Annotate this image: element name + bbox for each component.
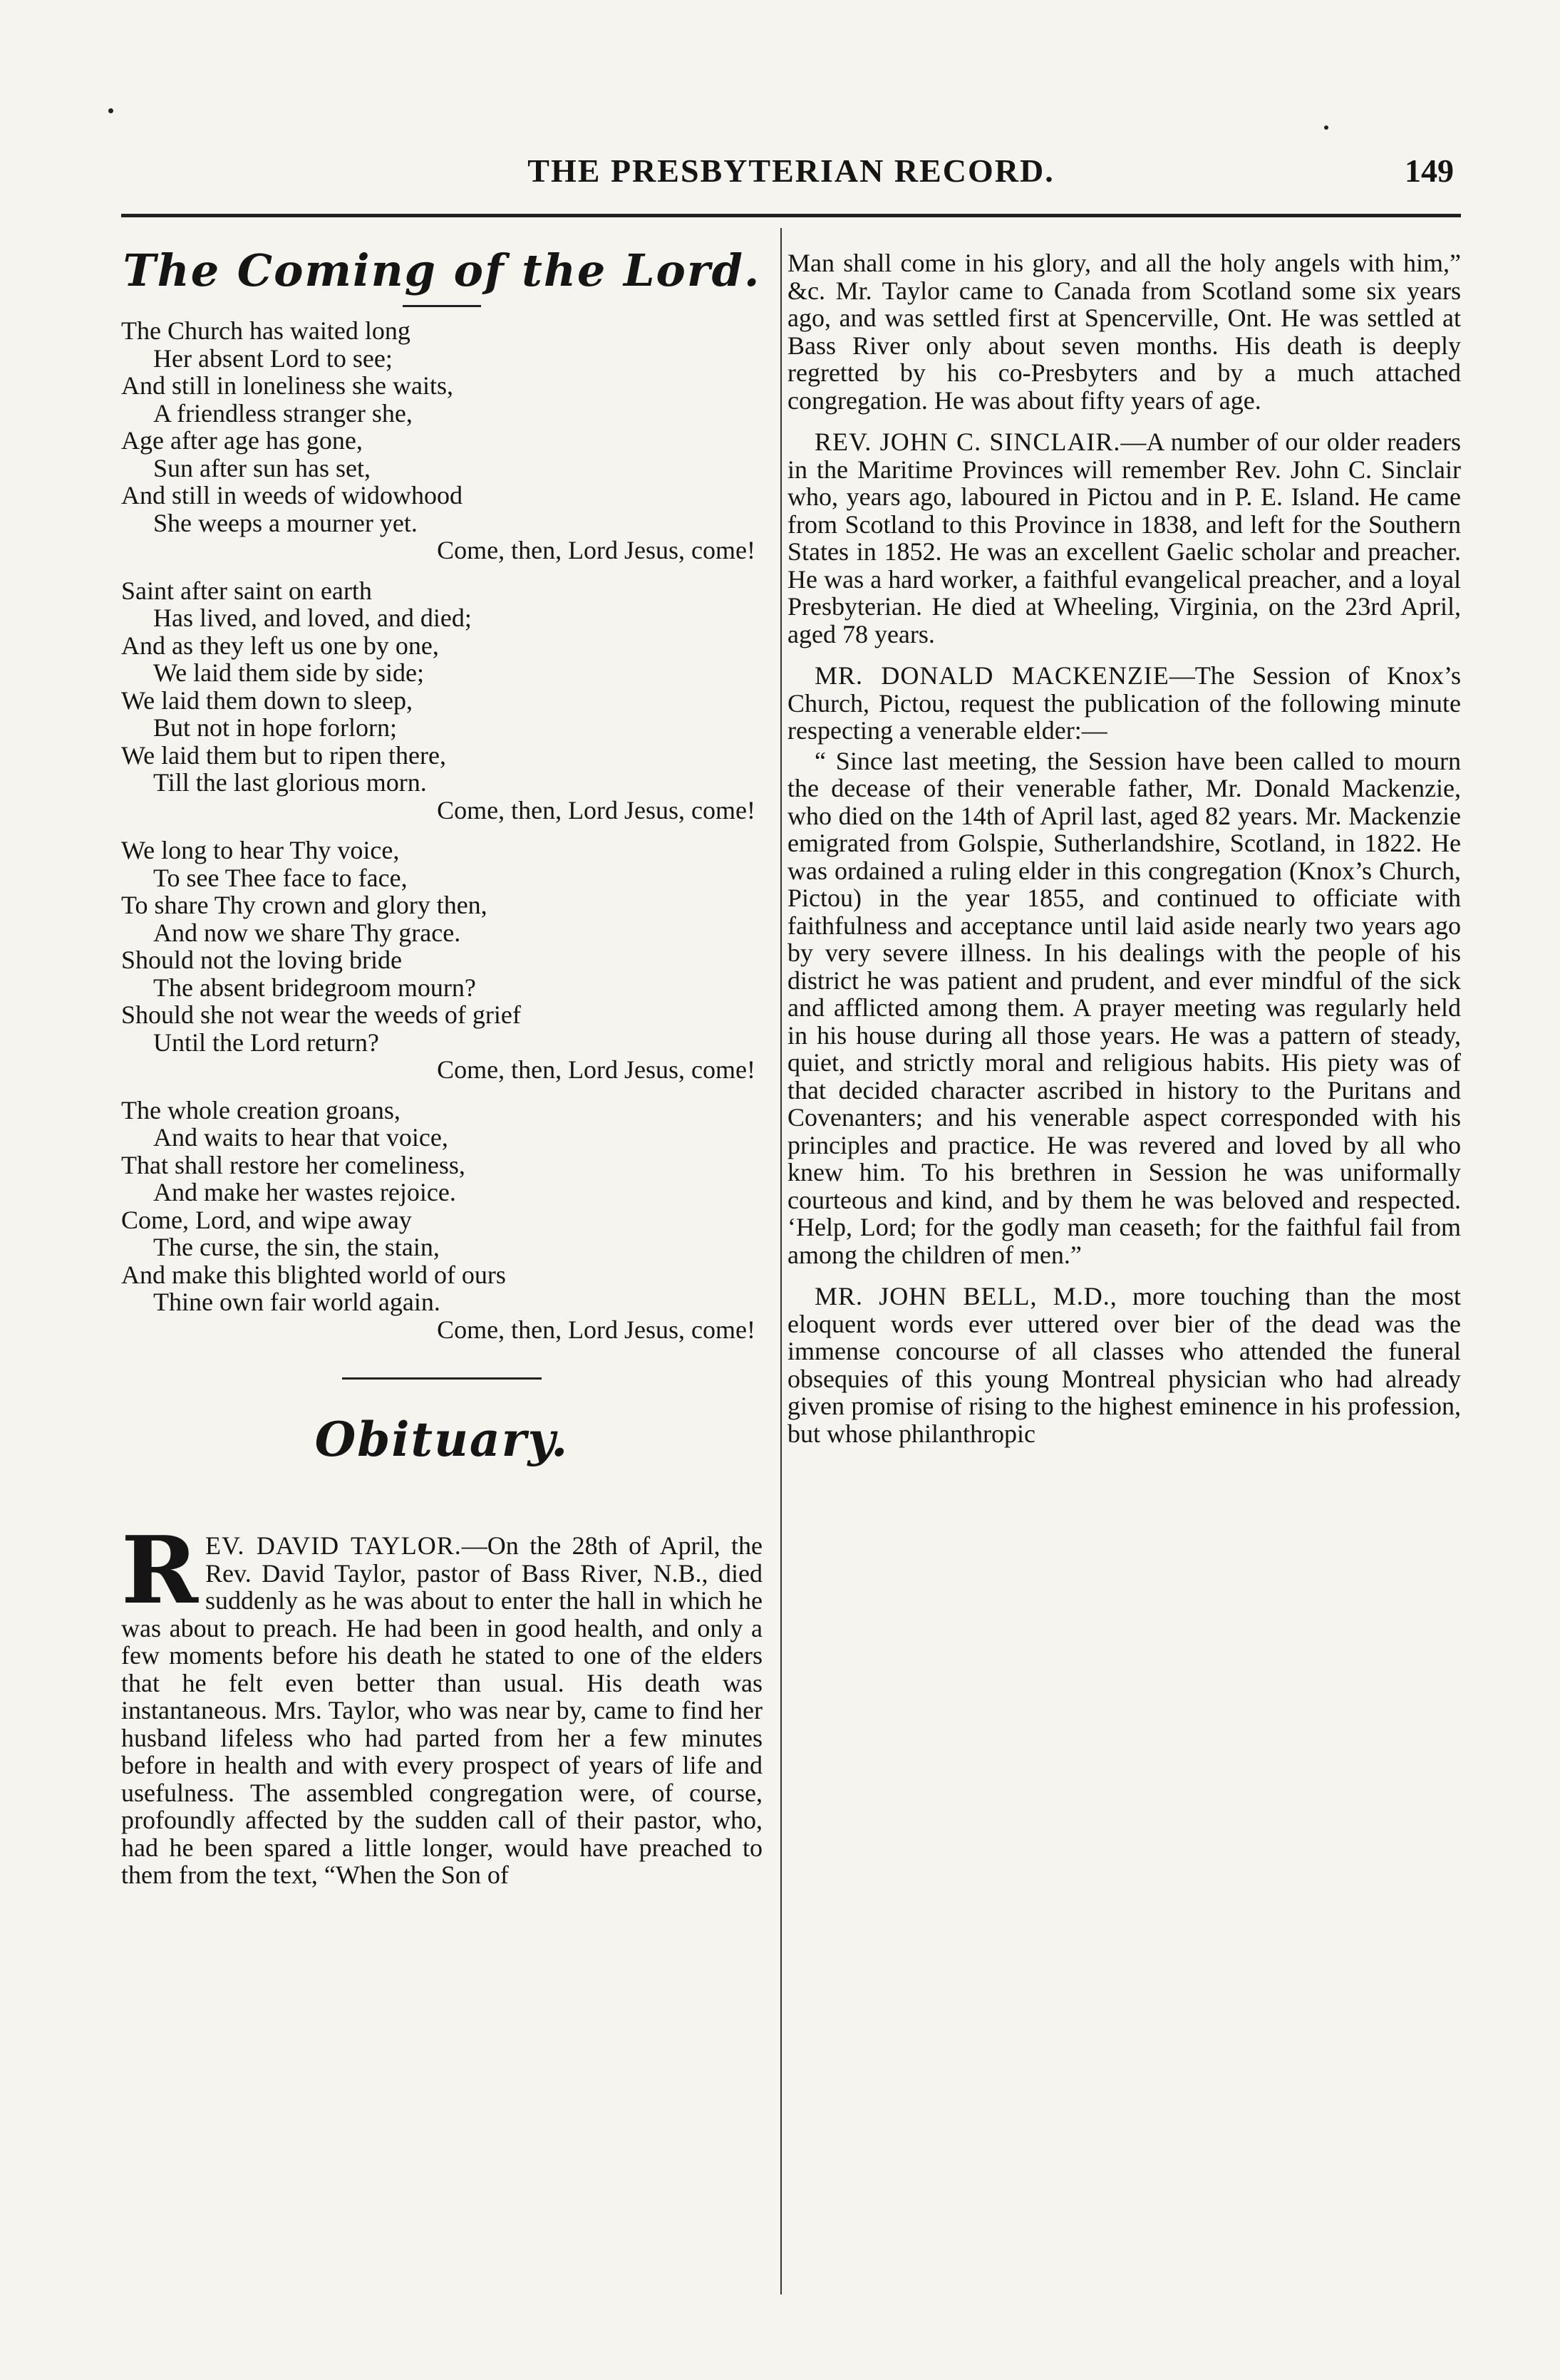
poem-line: She weeps a mourner yet. — [153, 508, 418, 537]
poem-line: Come, Lord, and wipe away — [121, 1205, 412, 1234]
obituary-sinclair — [787, 428, 1461, 648]
poem-line: Sun after sun has set, — [153, 453, 371, 482]
obituary-text: more touching than the most eloquent words ever uttered over bier of the dead was the immense concourse of all classes who attended the funeral obsequies of this young Montreal physician who had already given promise of rising to the highest eminence in his profession, but whose philanthropic — [787, 1282, 1462, 1448]
poem-line: And still in weeds of widowhood — [121, 481, 463, 509]
poem-line: We laid them but to ripen there, — [121, 740, 446, 770]
poem-line: The whole creation groans, — [121, 1095, 401, 1124]
obituary-name: REV. JOHN C. SINCLAIR. — [815, 428, 1121, 456]
poem-refrain: Come, then, Lord Jesus, come! — [437, 795, 755, 824]
poem-stanza — [121, 837, 763, 1084]
poem-line: Should she not wear the weeds of grief — [121, 1000, 521, 1029]
poem-stanza — [121, 577, 763, 824]
poem-line: And make her wastes rejoice. — [153, 1178, 456, 1206]
poem-refrain: Come, then, Lord Jesus, come! — [437, 1315, 755, 1344]
print-speck — [1324, 125, 1328, 130]
obituary-taylor — [121, 1516, 763, 1889]
poem-line: The curse, the sin, the stain, — [153, 1233, 440, 1261]
running-title: THE PRESBYTERIAN RECORD. — [527, 152, 1055, 189]
poem-line: The Church has waited long — [121, 316, 410, 345]
poem-line: Until the Lord return? — [153, 1028, 379, 1057]
poem-line: And waits to hear that voice, — [153, 1123, 448, 1152]
obituary-heading: Obituary. — [314, 1412, 569, 1467]
obituary-text: —On the 28th of April, the Rev. David Taylor, pastor of Bass River, N.B., died suddenly as he was about to enter the hall in which he was about to preach. He had been in good health, and only a few moments before his death he stated to one of the elders that he felt even better than usual. His death was instantaneous. Mrs. Taylor, who was near by, came to find her husband lifeless who had parted from her a few minutes before in health and with every prospect of years of life and usefulness. The assembled congregation were, of course, profoundly affected by the sudden call of their pastor, who, had he been spared a little longer, would have preached to them from the text, “When the Son of — [121, 1531, 763, 1889]
page-number: 149 — [1405, 152, 1454, 189]
poem — [121, 317, 763, 1343]
heading-rule — [403, 305, 481, 307]
poem-line: Age after age has gone, — [121, 426, 363, 455]
poem-refrain: Come, then, Lord Jesus, come! — [437, 1055, 755, 1084]
obituary-name: MR. DONALD MACKENZIE — [815, 661, 1169, 690]
poem-line: To see Thee face to face, — [153, 863, 408, 892]
poem-line: Saint after saint on earth — [121, 576, 372, 605]
obituary-name: MR. JOHN BELL, M.D., — [815, 1282, 1117, 1310]
obituary-mackenzie — [787, 662, 1461, 745]
obituary-text: —The Session of Knox’s Church, Pictou, request the publication of the following minute respecting a venerable elder:— — [787, 661, 1461, 745]
poem-line: A friendless stranger she, — [153, 398, 413, 428]
poem-line: We laid them down to sleep, — [121, 685, 413, 715]
obituary-bell — [787, 1283, 1461, 1447]
obituary-name: EV. DAVID TAYLOR. — [205, 1531, 462, 1560]
drop-cap: R — [121, 1516, 199, 1625]
poem-line: And as they left us one by one, — [121, 631, 439, 660]
print-speck — [108, 108, 113, 113]
poem-line: Till the last glorious morn. — [153, 768, 427, 797]
poem-line: We long to hear Thy voice, — [121, 836, 400, 864]
session-minute: “ Since last meeting, the Session have been called to mourn the decease of their venerable father, Mr. Donald Mackenzie, who died on the 14th of April last, aged 82 years. Mr. Mackenzie emigrated from Golspie, Sutherlandshire, Scotland, in 1822. He was ordained a ruling elder in this congregation (Knox’s Church, Pictou) in the year 1855, and continued to officiate with faithfulness and acceptance until laid aside nearly two years ago by very severe illness. In his dealings with the people of his district he was patient and prudent, and ever mindful of the sick and afflicted among them. A prayer meeting was regularly held in his house during all those years. He was a pattern of steady, quiet, and strictly moral and religious habits. His piety was of that decided character ascribed in history to the Puritans and Covenanters; and his venerable aspect corresponded with his principles and practice. He was revered and loved by all who knew him. To his brethren in Session he was uniformally courteous and kind, and by them he was beloved and respected. ‘Help, Lord; for the godly man ceaseth; for the faithful fail from among the children of men.” — [787, 746, 1461, 1269]
poem-line: Thine own fair world again. — [153, 1288, 440, 1316]
right-column — [787, 249, 1461, 2302]
poem-line: Her absent Lord to see; — [153, 343, 393, 373]
column-divider — [780, 228, 782, 2294]
poem-line: Should not the loving bride — [121, 946, 402, 974]
section-divider — [342, 1377, 542, 1380]
page-header — [121, 150, 1461, 200]
poem-line: And still in loneliness she waits, — [121, 371, 453, 400]
poem-line: We laid them side by side; — [153, 658, 425, 687]
header-rule — [121, 214, 1461, 217]
poem-line: Has lived, and loved, and died; — [153, 604, 472, 632]
poem-stanza — [121, 1097, 763, 1344]
poem-heading: The Coming of the Lord. — [123, 244, 761, 296]
poem-line: And make this blighted world of ours — [121, 1260, 506, 1289]
poem-stanza — [121, 317, 763, 564]
poem-refrain: Come, then, Lord Jesus, come! — [437, 536, 755, 564]
poem-line: And now we share Thy grace. — [153, 918, 461, 947]
obituary-text: —A number of our older readers in the Maritime Provinces will remember Rev. John C. Sinclair who, years ago, laboured in Pictou and in P. E. Island. He came from Scotland to this Province in 1838, and left for the Southern States in 1852. He was an excellent Gaelic scholar and preacher. He was a hard worker, a faithful evangelical preacher, and a loyal Presbyterian. He died at Wheeling, Virginia, on the 23rd April, aged 78 years. — [787, 428, 1461, 648]
poem-line: To share Thy crown and glory then, — [121, 891, 487, 919]
obituary-taylor-continued: Man shall come in his glory, and all the holy angels with him,” &c. Mr. Taylor came to Canada from Scotland some six years ago, and was settled first at Spencerville, Ont. He was settled at Bass River only about seven months. His death is deeply regretted by his co-Presbyters and by a much attached congregation. He was about fifty years of age. — [787, 249, 1461, 415]
left-column — [121, 235, 763, 2302]
poem-line: That shall restore her comeliness, — [121, 1150, 465, 1179]
poem-line: The absent bridegroom mourn? — [153, 973, 476, 1002]
poem-line: But not in hope forlorn; — [153, 713, 397, 742]
